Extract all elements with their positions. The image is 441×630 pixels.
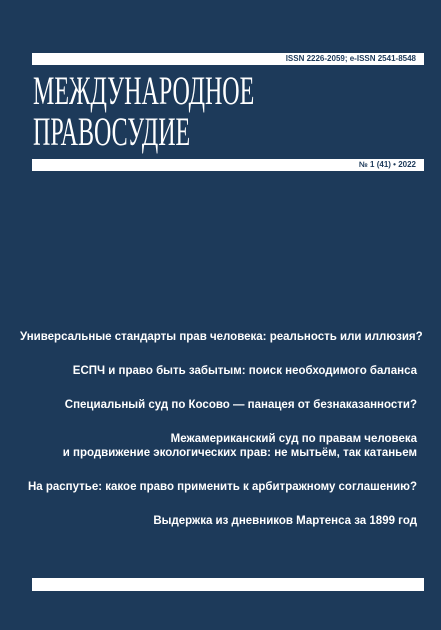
- issue-band: [32, 159, 424, 171]
- headline-line: Межамериканский суд по правам человека: [170, 433, 417, 445]
- headline: [20, 480, 417, 494]
- journal-title: [33, 70, 254, 152]
- headline: [20, 432, 417, 460]
- journal-title-line-1: МЕЖДУНАРОДНОЕ: [33, 68, 255, 113]
- headline-line: и продвижение экологических прав: не мытьём, так катаньем: [62, 447, 417, 459]
- headline-line: Универсальные стандарты прав человека: реальность или иллюзия?: [20, 331, 423, 343]
- journal-title-line-2: ПРАВОСУДИЕ: [33, 109, 191, 154]
- article-headlines: [20, 330, 423, 548]
- headline: [20, 330, 423, 344]
- bottom-band: [32, 578, 424, 591]
- issn-text: ISSN 2226-2059; e-ISSN 2541-8548: [285, 54, 416, 63]
- headline: [20, 364, 417, 378]
- issn-band: [32, 53, 424, 65]
- headline-line: ЕСПЧ и право быть забытым: поиск необходимого баланса: [72, 365, 417, 377]
- headline-line: На распутье: какое право применить к арбитражному соглашению?: [27, 481, 417, 493]
- headline-line: Специальный суд по Косово — панацея от безнаказанности?: [64, 399, 417, 411]
- issue-number: № 1 (41) • 2022: [358, 160, 416, 169]
- headline: [20, 514, 417, 528]
- headline-line: Выдержка из дневников Мартенса за 1899 год: [153, 515, 417, 527]
- headline: [20, 398, 417, 412]
